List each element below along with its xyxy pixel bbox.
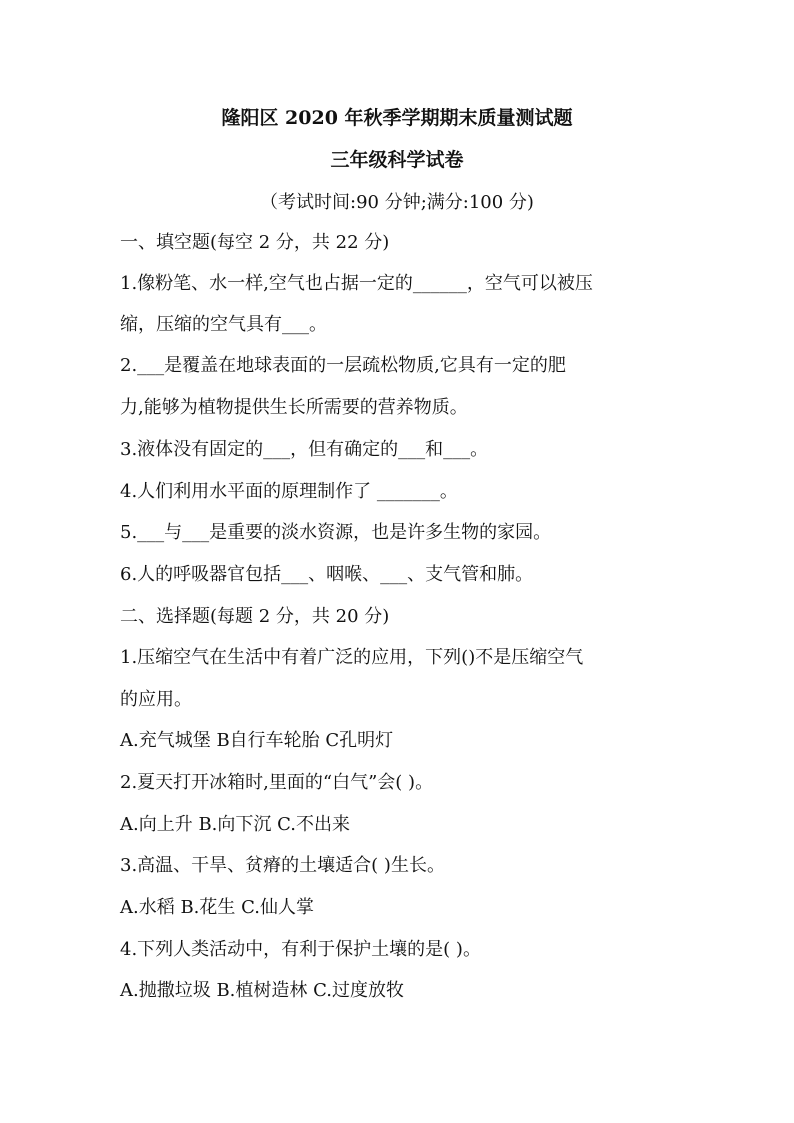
fill-blank-line-6: 4.人们利用水平面的原理制作了 _______。 (120, 481, 458, 502)
document-subtitle: 三年级科学试卷 (330, 149, 464, 171)
choice-line-8: 4.下列人类活动中，有利于保护土壤的是( )。 (120, 939, 481, 960)
choice-line-5: A.向上升 B.向下沉 C.不出来 (120, 814, 350, 835)
fill-blank-line-5: 3.液体没有固定的___，但有确定的___和___。 (120, 439, 489, 460)
choice-line-2: 的应用。 (120, 689, 192, 710)
fill-blank-line-3: 2.___是覆盖在地球表面的一层疏松物质,它具有一定的肥 (120, 355, 566, 376)
fill-blank-line-8: 6.人的呼吸器官包括___、咽喉、___、支气管和肺。 (120, 564, 534, 585)
choice-line-7: A.水稻 B.花生 C.仙人掌 (120, 897, 314, 918)
choice-line-1: 1.压缩空气在生活中有着广泛的应用，下列()不是压缩空气 (120, 647, 584, 668)
section-2-heading: 二、选择题(每题 2 分，共 20 分) (120, 606, 390, 627)
choice-line-6: 3.高温、干旱、贫瘠的土壤适合( )生长。 (120, 855, 445, 876)
fill-blank-line-1: 1.像粉笔、水一样,空气也占据一定的______，空气可以被压 (120, 273, 593, 294)
choice-line-9: A.抛撒垃圾 B.植树造林 C.过度放牧 (120, 980, 404, 1001)
fill-blank-line-7: 5.___与___是重要的淡水资源，也是许多生物的家园。 (120, 522, 552, 543)
fill-blank-line-4: 力,能够为植物提供生长所需要的营养物质。 (120, 397, 468, 418)
choice-line-4: 2.夏天打开冰箱时,里面的“白气”会( )。 (120, 772, 434, 793)
choice-line-3: A.充气城堡 B自行车轮胎 C孔明灯 (120, 730, 394, 751)
document-title: 隆阳区 2020 年秋季学期期末质量测试题 (221, 107, 573, 129)
fill-blank-line-2: 缩，压缩的空气具有___。 (120, 314, 327, 335)
section-1-heading: 一、填空题(每空 2 分，共 22 分) (120, 232, 390, 253)
exam-info: （考试时间:90 分钟;满分:100 分) (260, 192, 534, 213)
